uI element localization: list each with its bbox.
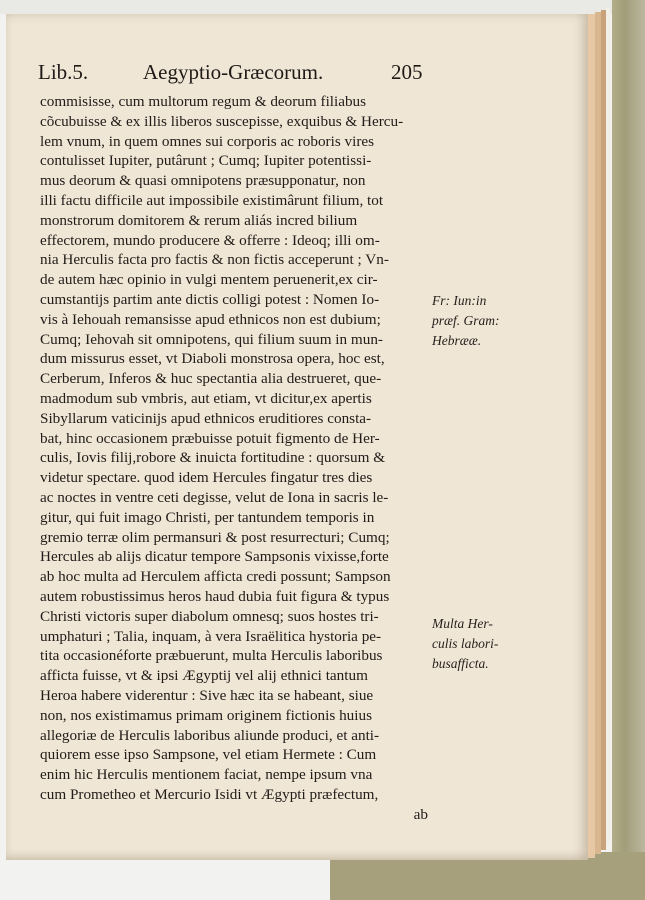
text-line: Christi victoris super diabolum omnesq; suos hostes tri- [40, 607, 379, 625]
margin-note [432, 614, 518, 674]
text-line: Cumq; Iehovah sit omnipotens, qui filium suum in mun- [40, 330, 383, 348]
scan-background-right [612, 0, 645, 900]
text-line: effectorem, mundo producere & offerre : Ideoq; illi om- [40, 231, 380, 249]
text-line: cumstantijs partim ante dictis colligi potest : Nomen Io- [40, 290, 380, 308]
text-line: commisisse, cum multorum regum & deorum filiabus [40, 93, 367, 110]
text-line: cõcubuisse & ex illis liberos suscepisse, exquibus & Hercu- [40, 112, 404, 130]
text-line: de autem hæc opinio in vulgi mentem peruenerit,ex cir- [40, 271, 378, 289]
text-line: monstrorum domitorem & rerum aliás incred bilium [40, 211, 358, 229]
text-line: culis, Iovis filij,robore & inuicta fortitudine : quorsum & [40, 449, 386, 467]
text-line: umphaturi ; Talia, inquam, à vera Israëlitica hystoria pe- [40, 627, 382, 645]
text-line: Hercules ab alijs dicatur tempore Sampsonis vixisse,forte [40, 548, 389, 566]
text-line: non, nos existimamus primam originem fictionis huius [40, 706, 372, 724]
margin-note-line: Fr: Iun:in [432, 293, 487, 308]
margin-note-line: busafficta. [432, 656, 489, 671]
text-line: gitur, qui fuit imago Christi, per tantundem temporis in [40, 508, 375, 526]
text-line: allegoriæ de Herculis laboribus aliunde produci, et anti- [40, 726, 380, 744]
text-line: tita occasionéforte præbuerunt, multa Herculis laboribus [40, 647, 383, 665]
text-line: bat, hinc occasionem præbuisse potuit figmento de Her- [40, 429, 380, 447]
margin-note [432, 291, 518, 351]
text-line: mus deorum & quasi omnipotens præsupponatur, non [40, 172, 366, 190]
text-line: afficta fuisse, vt & ipsi Ægyptij vel alij ethnici tantum [40, 667, 368, 685]
margin-note-line: culis labori- [432, 636, 499, 651]
scan-background-top [0, 0, 645, 14]
text-line: autem robustissimus heros haud dubia fuit figura & typus [40, 587, 390, 605]
text-line: enim hic Herculis mentionem faciat, nempe ipsum vna [40, 766, 373, 784]
text-line: nia Herculis facta pro factis & non fictis acceperunt ; Vn- [40, 251, 389, 269]
margin-note-line: Hebrææ. [432, 333, 482, 348]
margin-note-line: præf. Gram: [432, 313, 500, 328]
page-edge [606, 8, 610, 846]
text-line: quiorem esse ipso Sampsone, vel etiam Hermete : Cum [40, 746, 377, 764]
text-line: gremio terræ olim permansuri & post resurrecturi; Cumq; [40, 528, 390, 546]
text-line: cum Prometheo et Mercurio Isidi vt Ægypti præfectum, [40, 785, 379, 803]
catchword: ab [413, 805, 428, 823]
text-line: contulisset Iupiter, putârunt ; Cumq; Iupiter potentissi- [40, 152, 372, 170]
text-line: Heroa habere viderentur : Sive hæc ita se habeant, siue [40, 686, 374, 704]
text-line: lem vnum, in quem omnes sui corporis ac roboris vires [40, 132, 375, 150]
text-line: videtur spectare. quod idem Hercules fingatur tres dies [40, 469, 373, 487]
text-line: illi factu difficile aut impossibile existimârunt filium, tot [40, 191, 384, 209]
text-line: dum missurus esset, vt Diaboli monstrosa opera, hoc est, [40, 350, 385, 368]
text-line: Sibyllarum vaticinijs apud ethnicos eruditiores consta- [40, 409, 372, 427]
book-number: Lib.5. [38, 60, 89, 84]
page-number: 205 [391, 60, 423, 84]
body-text [40, 92, 428, 824]
running-title: Aegyptio-Græcorum. [143, 60, 324, 84]
text-line: madmodum sub vmbris, aut etiam, vt dicitur,ex apertis [40, 389, 372, 407]
text-line: ac noctes in ventre ceti degisse, velut de Iona in sacris le- [40, 488, 389, 506]
page-edge [588, 14, 595, 858]
running-header [38, 60, 428, 90]
text-line: Cerberum, Inferos & huc spectantia alia destrueret, que- [40, 370, 382, 388]
text-line: ab hoc multa ad Herculem afficta credi possunt; Sampson [40, 568, 391, 586]
text-line: vis à Iehouah remansisse apud ethnicos non est dubium; [40, 310, 381, 328]
margin-note-line: Multa Her- [432, 616, 493, 631]
